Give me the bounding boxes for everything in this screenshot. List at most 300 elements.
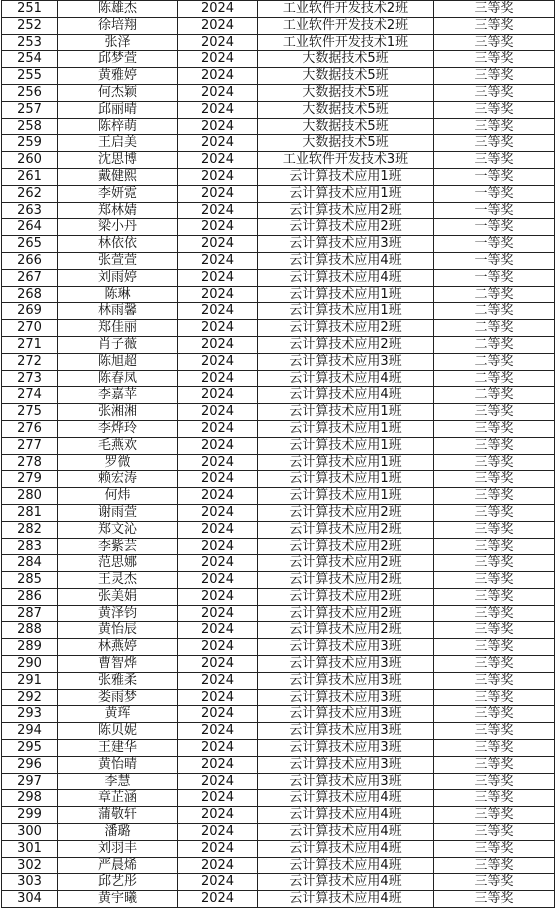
- year-cell: 2024: [178, 756, 258, 773]
- student-name-cell: 陈旭超: [58, 353, 178, 370]
- award-table-body: [2, 1, 555, 908]
- year-cell: 2024: [178, 420, 258, 437]
- award-level-cell: 三等奖: [434, 488, 555, 505]
- year-cell: 2024: [178, 891, 258, 908]
- table-row: [2, 790, 555, 807]
- student-name-cell: 赖宏涛: [58, 471, 178, 488]
- table-row: [2, 236, 555, 253]
- student-name-cell: 娄雨梦: [58, 689, 178, 706]
- row-number-cell: 269: [2, 303, 58, 320]
- student-name-cell: 徐培翔: [58, 17, 178, 34]
- award-level-cell: 二等奖: [434, 387, 555, 404]
- table-row: [2, 874, 555, 891]
- year-cell: 2024: [178, 387, 258, 404]
- class-name-cell: 云计算技术应用2班: [258, 219, 434, 236]
- year-cell: 2024: [178, 320, 258, 337]
- table-row: [2, 588, 555, 605]
- class-name-cell: 云计算技术应用4班: [258, 387, 434, 404]
- award-level-cell: 三等奖: [434, 672, 555, 689]
- class-name-cell: 云计算技术应用4班: [258, 857, 434, 874]
- class-name-cell: 云计算技术应用2班: [258, 521, 434, 538]
- student-name-cell: 王启美: [58, 135, 178, 152]
- row-number-cell: 303: [2, 874, 58, 891]
- year-cell: 2024: [178, 874, 258, 891]
- row-number-cell: 279: [2, 471, 58, 488]
- student-name-cell: 戴健熙: [58, 168, 178, 185]
- table-row: [2, 118, 555, 135]
- row-number-cell: 266: [2, 252, 58, 269]
- table-row: [2, 454, 555, 471]
- student-name-cell: 曹智烨: [58, 656, 178, 673]
- class-name-cell: 云计算技术应用1班: [258, 488, 434, 505]
- year-cell: 2024: [178, 588, 258, 605]
- award-level-cell: 三等奖: [434, 706, 555, 723]
- row-number-cell: 291: [2, 672, 58, 689]
- table-row: [2, 622, 555, 639]
- table-row: [2, 370, 555, 387]
- row-number-cell: 253: [2, 34, 58, 51]
- table-row: [2, 538, 555, 555]
- table-row: [2, 1, 555, 18]
- table-row: [2, 605, 555, 622]
- student-name-cell: 李妍霓: [58, 185, 178, 202]
- table-row: [2, 672, 555, 689]
- year-cell: 2024: [178, 152, 258, 169]
- class-name-cell: 云计算技术应用4班: [258, 807, 434, 824]
- year-cell: 2024: [178, 437, 258, 454]
- row-number-cell: 290: [2, 656, 58, 673]
- award-level-cell: 三等奖: [434, 538, 555, 555]
- award-level-cell: 三等奖: [434, 404, 555, 421]
- year-cell: 2024: [178, 135, 258, 152]
- row-number-cell: 252: [2, 17, 58, 34]
- table-row: [2, 84, 555, 101]
- year-cell: 2024: [178, 17, 258, 34]
- table-row: [2, 185, 555, 202]
- student-name-cell: 何炜: [58, 488, 178, 505]
- award-level-cell: 一等奖: [434, 168, 555, 185]
- student-name-cell: 王建华: [58, 740, 178, 757]
- class-name-cell: 云计算技术应用3班: [258, 353, 434, 370]
- row-number-cell: 254: [2, 51, 58, 68]
- row-number-cell: 274: [2, 387, 58, 404]
- award-level-cell: 二等奖: [434, 353, 555, 370]
- row-number-cell: 263: [2, 202, 58, 219]
- row-number-cell: 278: [2, 454, 58, 471]
- class-name-cell: 云计算技术应用1班: [258, 420, 434, 437]
- award-level-cell: 三等奖: [434, 857, 555, 874]
- award-level-cell: 三等奖: [434, 118, 555, 135]
- award-level-cell: 一等奖: [434, 269, 555, 286]
- award-level-cell: 三等奖: [434, 521, 555, 538]
- table-row: [2, 740, 555, 757]
- year-cell: 2024: [178, 740, 258, 757]
- class-name-cell: 大数据技术5班: [258, 68, 434, 85]
- year-cell: 2024: [178, 723, 258, 740]
- table-row: [2, 706, 555, 723]
- class-name-cell: 云计算技术应用4班: [258, 790, 434, 807]
- award-level-cell: 三等奖: [434, 420, 555, 437]
- year-cell: 2024: [178, 236, 258, 253]
- table-row: [2, 202, 555, 219]
- award-level-cell: 二等奖: [434, 286, 555, 303]
- class-name-cell: 云计算技术应用4班: [258, 874, 434, 891]
- student-name-cell: 谢雨萱: [58, 504, 178, 521]
- student-name-cell: 陈春凤: [58, 370, 178, 387]
- table-row: [2, 521, 555, 538]
- class-name-cell: 工业软件开发技术3班: [258, 152, 434, 169]
- table-row: [2, 639, 555, 656]
- student-name-cell: 陈琳: [58, 286, 178, 303]
- year-cell: 2024: [178, 555, 258, 572]
- award-level-cell: 三等奖: [434, 824, 555, 841]
- row-number-cell: 260: [2, 152, 58, 169]
- table-row: [2, 471, 555, 488]
- table-row: [2, 269, 555, 286]
- year-cell: 2024: [178, 572, 258, 589]
- student-name-cell: 张湘湘: [58, 404, 178, 421]
- student-name-cell: 肖子薇: [58, 336, 178, 353]
- table-row: [2, 303, 555, 320]
- year-cell: 2024: [178, 118, 258, 135]
- class-name-cell: 工业软件开发技术2班: [258, 17, 434, 34]
- student-name-cell: 林依依: [58, 236, 178, 253]
- award-level-cell: 三等奖: [434, 840, 555, 857]
- student-name-cell: 李紫芸: [58, 538, 178, 555]
- student-name-cell: 陈贝妮: [58, 723, 178, 740]
- award-level-cell: 三等奖: [434, 471, 555, 488]
- award-level-cell: 三等奖: [434, 84, 555, 101]
- row-number-cell: 304: [2, 891, 58, 908]
- table-row: [2, 51, 555, 68]
- student-name-cell: 林燕婷: [58, 639, 178, 656]
- class-name-cell: 云计算技术应用1班: [258, 286, 434, 303]
- table-row: [2, 807, 555, 824]
- row-number-cell: 255: [2, 68, 58, 85]
- table-row: [2, 420, 555, 437]
- class-name-cell: 云计算技术应用1班: [258, 404, 434, 421]
- row-number-cell: 277: [2, 437, 58, 454]
- award-level-cell: 三等奖: [434, 555, 555, 572]
- table-row: [2, 152, 555, 169]
- row-number-cell: 288: [2, 622, 58, 639]
- year-cell: 2024: [178, 269, 258, 286]
- class-name-cell: 云计算技术应用2班: [258, 572, 434, 589]
- student-name-cell: 范思娜: [58, 555, 178, 572]
- table-row: [2, 336, 555, 353]
- class-name-cell: 云计算技术应用2班: [258, 605, 434, 622]
- student-name-cell: 黄怡晴: [58, 756, 178, 773]
- year-cell: 2024: [178, 706, 258, 723]
- class-name-cell: 云计算技术应用3班: [258, 723, 434, 740]
- year-cell: 2024: [178, 656, 258, 673]
- year-cell: 2024: [178, 336, 258, 353]
- student-name-cell: 毛燕欢: [58, 437, 178, 454]
- student-name-cell: 沈思博: [58, 152, 178, 169]
- award-level-cell: 三等奖: [434, 135, 555, 152]
- year-cell: 2024: [178, 622, 258, 639]
- year-cell: 2024: [178, 168, 258, 185]
- year-cell: 2024: [178, 790, 258, 807]
- award-level-cell: 三等奖: [434, 891, 555, 908]
- row-number-cell: 264: [2, 219, 58, 236]
- class-name-cell: 云计算技术应用3班: [258, 236, 434, 253]
- award-level-cell: 三等奖: [434, 639, 555, 656]
- row-number-cell: 258: [2, 118, 58, 135]
- award-table: [1, 0, 555, 908]
- class-name-cell: 云计算技术应用3班: [258, 706, 434, 723]
- table-row: [2, 840, 555, 857]
- row-number-cell: 275: [2, 404, 58, 421]
- year-cell: 2024: [178, 689, 258, 706]
- table-row: [2, 353, 555, 370]
- year-cell: 2024: [178, 857, 258, 874]
- student-name-cell: 刘雨婷: [58, 269, 178, 286]
- student-name-cell: 黄泽钧: [58, 605, 178, 622]
- row-number-cell: 257: [2, 101, 58, 118]
- row-number-cell: 283: [2, 538, 58, 555]
- class-name-cell: 云计算技术应用1班: [258, 303, 434, 320]
- student-name-cell: 张泽: [58, 34, 178, 51]
- award-level-cell: 二等奖: [434, 370, 555, 387]
- row-number-cell: 284: [2, 555, 58, 572]
- year-cell: 2024: [178, 219, 258, 236]
- student-name-cell: 邱丽晴: [58, 101, 178, 118]
- award-level-cell: 三等奖: [434, 689, 555, 706]
- row-number-cell: 294: [2, 723, 58, 740]
- year-cell: 2024: [178, 252, 258, 269]
- student-name-cell: 李嘉苹: [58, 387, 178, 404]
- award-level-cell: 三等奖: [434, 152, 555, 169]
- award-level-cell: 三等奖: [434, 773, 555, 790]
- award-level-cell: 一等奖: [434, 219, 555, 236]
- student-name-cell: 黄雅婷: [58, 68, 178, 85]
- award-level-cell: 三等奖: [434, 1, 555, 18]
- year-cell: 2024: [178, 538, 258, 555]
- class-name-cell: 云计算技术应用3班: [258, 639, 434, 656]
- class-name-cell: 云计算技术应用2班: [258, 555, 434, 572]
- year-cell: 2024: [178, 639, 258, 656]
- row-number-cell: 261: [2, 168, 58, 185]
- award-level-cell: 三等奖: [434, 34, 555, 51]
- year-cell: 2024: [178, 672, 258, 689]
- class-name-cell: 云计算技术应用4班: [258, 252, 434, 269]
- row-number-cell: 268: [2, 286, 58, 303]
- year-cell: 2024: [178, 353, 258, 370]
- table-row: [2, 689, 555, 706]
- class-name-cell: 云计算技术应用2班: [258, 320, 434, 337]
- class-name-cell: 大数据技术5班: [258, 84, 434, 101]
- student-name-cell: 梁小丹: [58, 219, 178, 236]
- award-level-cell: 三等奖: [434, 656, 555, 673]
- class-name-cell: 工业软件开发技术2班: [258, 1, 434, 18]
- table-row: [2, 404, 555, 421]
- table-row: [2, 857, 555, 874]
- class-name-cell: 云计算技术应用2班: [258, 538, 434, 555]
- student-name-cell: 邱梦萱: [58, 51, 178, 68]
- table-row: [2, 252, 555, 269]
- row-number-cell: 292: [2, 689, 58, 706]
- year-cell: 2024: [178, 521, 258, 538]
- year-cell: 2024: [178, 840, 258, 857]
- student-name-cell: 王灵杰: [58, 572, 178, 589]
- student-name-cell: 章芷涵: [58, 790, 178, 807]
- table-row: [2, 504, 555, 521]
- table-row: [2, 824, 555, 841]
- award-level-cell: 三等奖: [434, 101, 555, 118]
- student-name-cell: 郑文沁: [58, 521, 178, 538]
- year-cell: 2024: [178, 202, 258, 219]
- year-cell: 2024: [178, 101, 258, 118]
- award-level-cell: 二等奖: [434, 336, 555, 353]
- student-name-cell: 陈雄杰: [58, 1, 178, 18]
- award-level-cell: 三等奖: [434, 622, 555, 639]
- award-level-cell: 一等奖: [434, 252, 555, 269]
- award-level-cell: 三等奖: [434, 454, 555, 471]
- award-level-cell: 三等奖: [434, 874, 555, 891]
- class-name-cell: 云计算技术应用1班: [258, 454, 434, 471]
- row-number-cell: 276: [2, 420, 58, 437]
- class-name-cell: 大数据技术5班: [258, 135, 434, 152]
- student-name-cell: 邱艺彤: [58, 874, 178, 891]
- student-name-cell: 张美娟: [58, 588, 178, 605]
- award-level-cell: 三等奖: [434, 68, 555, 85]
- student-name-cell: 李慧: [58, 773, 178, 790]
- table-row: [2, 17, 555, 34]
- year-cell: 2024: [178, 51, 258, 68]
- class-name-cell: 云计算技术应用2班: [258, 336, 434, 353]
- row-number-cell: 282: [2, 521, 58, 538]
- row-number-cell: 295: [2, 740, 58, 757]
- student-name-cell: 黄宇曦: [58, 891, 178, 908]
- row-number-cell: 281: [2, 504, 58, 521]
- year-cell: 2024: [178, 370, 258, 387]
- award-level-cell: 三等奖: [434, 504, 555, 521]
- award-level-cell: 三等奖: [434, 756, 555, 773]
- year-cell: 2024: [178, 504, 258, 521]
- class-name-cell: 云计算技术应用3班: [258, 756, 434, 773]
- award-level-cell: 三等奖: [434, 572, 555, 589]
- row-number-cell: 296: [2, 756, 58, 773]
- row-number-cell: 259: [2, 135, 58, 152]
- row-number-cell: 285: [2, 572, 58, 589]
- row-number-cell: 273: [2, 370, 58, 387]
- class-name-cell: 大数据技术5班: [258, 101, 434, 118]
- year-cell: 2024: [178, 185, 258, 202]
- award-level-cell: 三等奖: [434, 437, 555, 454]
- year-cell: 2024: [178, 824, 258, 841]
- row-number-cell: 251: [2, 1, 58, 18]
- award-level-cell: 一等奖: [434, 202, 555, 219]
- class-name-cell: 云计算技术应用2班: [258, 622, 434, 639]
- table-row: [2, 320, 555, 337]
- table-row: [2, 572, 555, 589]
- award-level-cell: 二等奖: [434, 303, 555, 320]
- row-number-cell: 301: [2, 840, 58, 857]
- class-name-cell: 云计算技术应用3班: [258, 740, 434, 757]
- year-cell: 2024: [178, 68, 258, 85]
- row-number-cell: 272: [2, 353, 58, 370]
- table-row: [2, 656, 555, 673]
- row-number-cell: 297: [2, 773, 58, 790]
- class-name-cell: 云计算技术应用4班: [258, 269, 434, 286]
- student-name-cell: 李烨玲: [58, 420, 178, 437]
- table-row: [2, 756, 555, 773]
- award-level-cell: 二等奖: [434, 320, 555, 337]
- row-number-cell: 298: [2, 790, 58, 807]
- class-name-cell: 大数据技术5班: [258, 118, 434, 135]
- table-row: [2, 723, 555, 740]
- award-level-cell: 三等奖: [434, 740, 555, 757]
- table-row: [2, 68, 555, 85]
- table-row: [2, 135, 555, 152]
- year-cell: 2024: [178, 84, 258, 101]
- student-name-cell: 郑佳丽: [58, 320, 178, 337]
- class-name-cell: 云计算技术应用2班: [258, 504, 434, 521]
- row-number-cell: 262: [2, 185, 58, 202]
- table-row: [2, 488, 555, 505]
- table-row: [2, 219, 555, 236]
- class-name-cell: 云计算技术应用4班: [258, 370, 434, 387]
- year-cell: 2024: [178, 286, 258, 303]
- row-number-cell: 300: [2, 824, 58, 841]
- year-cell: 2024: [178, 471, 258, 488]
- table-row: [2, 387, 555, 404]
- row-number-cell: 270: [2, 320, 58, 337]
- row-number-cell: 267: [2, 269, 58, 286]
- student-name-cell: 张雅柔: [58, 672, 178, 689]
- award-level-cell: 三等奖: [434, 605, 555, 622]
- row-number-cell: 286: [2, 588, 58, 605]
- year-cell: 2024: [178, 1, 258, 18]
- student-name-cell: 刘羽丰: [58, 840, 178, 857]
- row-number-cell: 302: [2, 857, 58, 874]
- student-name-cell: 何杰颖: [58, 84, 178, 101]
- award-level-cell: 三等奖: [434, 588, 555, 605]
- class-name-cell: 云计算技术应用3班: [258, 773, 434, 790]
- table-row: [2, 773, 555, 790]
- class-name-cell: 云计算技术应用2班: [258, 202, 434, 219]
- row-number-cell: 256: [2, 84, 58, 101]
- year-cell: 2024: [178, 773, 258, 790]
- year-cell: 2024: [178, 807, 258, 824]
- class-name-cell: 云计算技术应用4班: [258, 840, 434, 857]
- class-name-cell: 工业软件开发技术1班: [258, 34, 434, 51]
- row-number-cell: 299: [2, 807, 58, 824]
- year-cell: 2024: [178, 34, 258, 51]
- student-name-cell: 张萱萱: [58, 252, 178, 269]
- table-row: [2, 286, 555, 303]
- award-level-cell: 三等奖: [434, 807, 555, 824]
- class-name-cell: 云计算技术应用1班: [258, 168, 434, 185]
- class-name-cell: 云计算技术应用2班: [258, 588, 434, 605]
- student-name-cell: 罗微: [58, 454, 178, 471]
- row-number-cell: 271: [2, 336, 58, 353]
- table-row: [2, 168, 555, 185]
- table-row: [2, 34, 555, 51]
- year-cell: 2024: [178, 454, 258, 471]
- table-row: [2, 891, 555, 908]
- row-number-cell: 289: [2, 639, 58, 656]
- student-name-cell: 黄珲: [58, 706, 178, 723]
- student-name-cell: 潘璐: [58, 824, 178, 841]
- student-name-cell: 黄怡辰: [58, 622, 178, 639]
- award-level-cell: 三等奖: [434, 51, 555, 68]
- year-cell: 2024: [178, 404, 258, 421]
- class-name-cell: 云计算技术应用1班: [258, 437, 434, 454]
- class-name-cell: 大数据技术5班: [258, 51, 434, 68]
- row-number-cell: 265: [2, 236, 58, 253]
